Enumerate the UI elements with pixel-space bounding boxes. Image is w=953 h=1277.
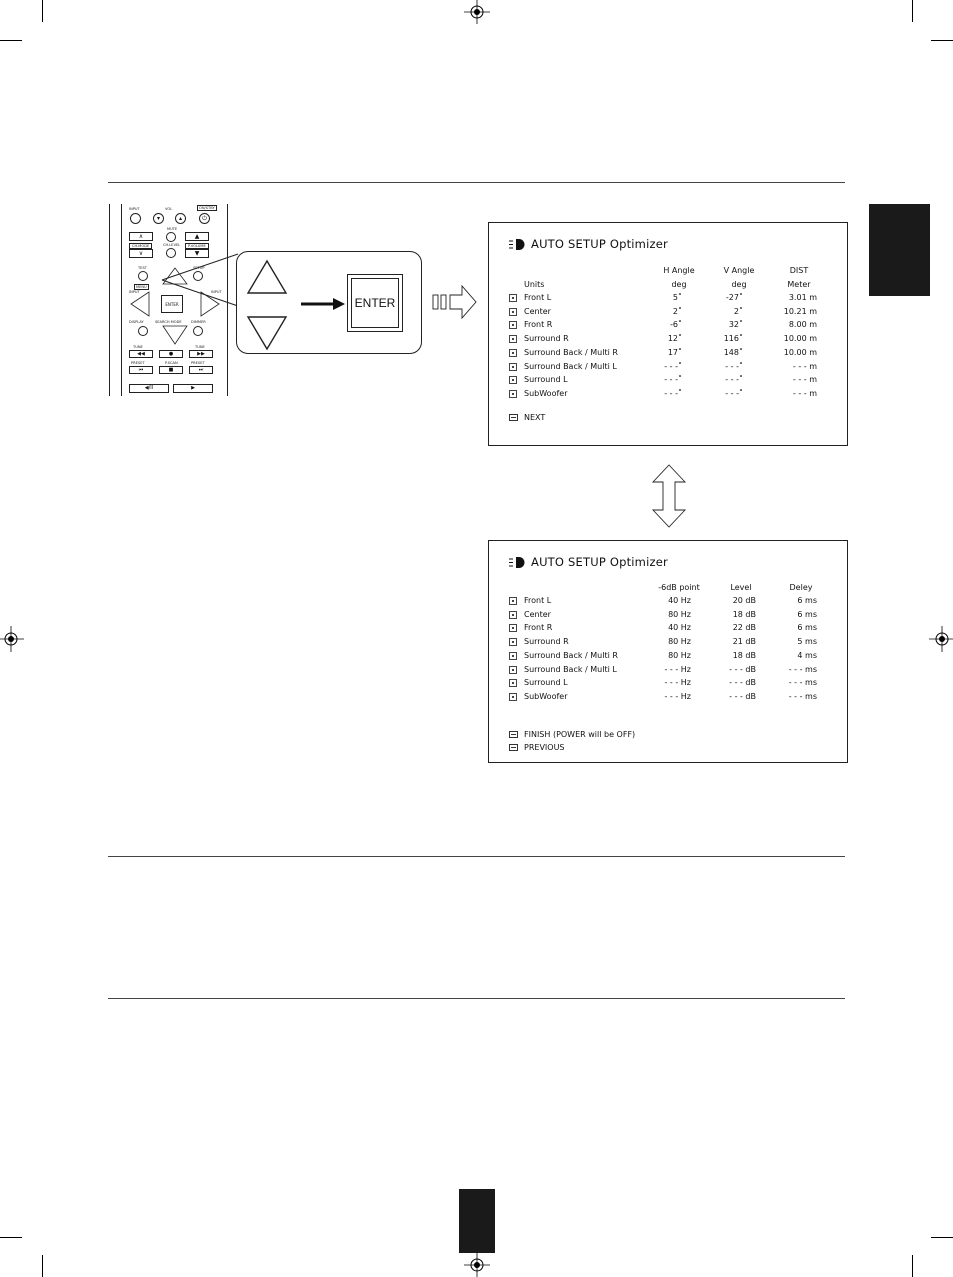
remote-label-input-right: INPUT: [211, 290, 222, 294]
registration-mark-bottom: [464, 1253, 490, 1277]
table-row[interactable]: Surround L - - - Hz - - - dB - - - ms: [509, 678, 829, 691]
previous-option[interactable]: [509, 743, 565, 752]
col-header-level: Level: [730, 583, 752, 592]
middle-rule: [108, 856, 845, 857]
table-row[interactable]: Surround L - - -˚ - - -˚ - - - m: [509, 375, 829, 388]
crop-mark: [931, 1237, 953, 1238]
table-row[interactable]: Surround Back / Multi R 17˚ 148˚ 10.00 m: [509, 348, 829, 361]
table-row[interactable]: Center 2˚ 2˚ 10.21 m: [509, 307, 829, 320]
remote-label-setup: SETUP: [193, 266, 205, 270]
input-button[interactable]: [130, 213, 141, 224]
remote-label-mute: MUTE: [167, 227, 178, 231]
speaker-marker-icon: [509, 363, 517, 371]
remote-label-pscan: P.SCAN: [165, 361, 178, 365]
speaker-marker-icon: [509, 321, 517, 329]
crop-mark: [0, 40, 22, 41]
col-unit-deg-v: deg: [731, 280, 747, 289]
table-row[interactable]: Surround R 80 Hz 21 dB 5 ms: [509, 637, 829, 650]
chevron-down-icon: ∨: [138, 249, 144, 257]
ch-mode-down-button[interactable]: [129, 249, 153, 258]
power-button[interactable]: [199, 213, 210, 224]
display-button[interactable]: [138, 326, 148, 336]
table-row[interactable]: Surround Back / Multi L - - -˚ - - -˚ - - - m: [509, 362, 829, 375]
ch-mode-up-button[interactable]: [129, 232, 153, 241]
col-header-dist: DIST: [789, 266, 809, 275]
triangle-down-icon: ▼: [194, 249, 200, 257]
next-arrow-icon: [509, 414, 518, 421]
speaker-marker-icon: [509, 349, 517, 357]
speaker-marker-icon: [509, 308, 517, 316]
chapter-tab: [869, 204, 930, 296]
finish-option[interactable]: [509, 730, 635, 739]
speaker-marker-icon: [509, 335, 517, 343]
table-row[interactable]: Front L 40 Hz 20 dB 6 ms: [509, 596, 829, 609]
dot-icon: ●: [168, 350, 174, 357]
speaker-marker-icon: [509, 679, 517, 687]
remote-label-search-mode: SEARCH MODE: [155, 320, 182, 324]
remote-body-left: [121, 204, 122, 396]
next-icon: ⏭: [198, 366, 204, 373]
stop-button[interactable]: [159, 366, 183, 374]
table-row[interactable]: Surround Back / Multi L - - - Hz - - - dB - - - ms: [509, 665, 829, 678]
remote-label-ch-mode: CH.MODE: [129, 243, 152, 249]
screen-title-text: AUTO SETUP Optimizer: [531, 555, 668, 569]
lower-rule: [108, 998, 845, 999]
auto-setup-screen-angles: [488, 222, 848, 446]
play-icon: ▶: [191, 385, 195, 391]
previous-track-button[interactable]: [129, 366, 153, 374]
enter-key-label: ENTER: [354, 296, 396, 310]
remote-left-edge: [109, 204, 110, 396]
crop-mark: [931, 40, 953, 41]
nav-left-button[interactable]: [131, 292, 149, 316]
table-row[interactable]: Front L 5˚ -27˚ 3.01 m: [509, 293, 829, 306]
next-option[interactable]: [509, 413, 545, 422]
double-arrow-icon: [651, 464, 687, 528]
p-volume-up-button[interactable]: [185, 232, 209, 241]
table-row[interactable]: Front R -6˚ 32˚ 8.00 m: [509, 320, 829, 333]
remote-label-menu: MENU: [136, 285, 147, 289]
crop-mark: [912, 1255, 913, 1277]
down-arrow-icon: [245, 315, 289, 351]
callout-pointer: [160, 250, 240, 310]
screen-title: [509, 237, 668, 251]
vol-up-icon: ▴: [178, 214, 182, 222]
units-label: Units: [524, 280, 545, 289]
enter-button-label: ENTER: [165, 301, 179, 307]
mute-button[interactable]: [166, 232, 176, 242]
return-arrow-icon: [509, 744, 518, 751]
next-label: NEXT: [524, 413, 546, 422]
table-row[interactable]: Surround Back / Multi R 80 Hz 18 dB 4 ms: [509, 651, 829, 664]
table-row[interactable]: SubWoofer - - - Hz - - - dB - - - ms: [509, 692, 829, 705]
vol-down-icon: ▾: [156, 214, 160, 222]
screen-title: [509, 555, 668, 569]
col-header-v-angle: V Angle: [723, 266, 755, 275]
speaker-marker-icon: [509, 597, 517, 605]
crop-mark: [912, 0, 913, 22]
vol-down-button[interactable]: [153, 213, 164, 224]
right-arrow-icon: [301, 298, 345, 310]
crop-mark: [42, 0, 43, 22]
power-icon: ⏻: [202, 214, 207, 222]
chevron-up-icon: ∧: [138, 232, 144, 240]
triangle-up-icon: ▲: [194, 232, 200, 240]
play-pause-icon: ◀/II: [144, 385, 154, 391]
speaker-icon: [509, 557, 525, 568]
speaker-marker-icon: [509, 294, 517, 302]
remote-label-display: DISPLAY: [129, 320, 144, 324]
dimmer-button[interactable]: [193, 326, 203, 336]
crop-mark: [42, 1255, 43, 1277]
speaker-marker-icon: [509, 693, 517, 701]
crop-mark: [0, 1237, 22, 1238]
col-header-6db-point: -6dB point: [658, 583, 700, 592]
previous-label: PREVIOUS: [524, 743, 565, 752]
rewind-icon: ◀◀: [137, 350, 145, 357]
fast-forward-icon: ▶▶: [197, 350, 205, 357]
speaker-marker-icon: [509, 624, 517, 632]
remote-label-tune-left: TUNE: [133, 345, 143, 349]
remote-label-vol: VOL: [165, 207, 173, 211]
return-arrow-icon: [509, 731, 518, 738]
remote-label-ch-level: CH.LEVEL: [163, 243, 181, 247]
hollow-right-arrow-icon: [432, 284, 478, 320]
speaker-marker-icon: [509, 376, 517, 384]
remote-label-input: INPUT: [129, 207, 140, 211]
auto-setup-screen-levels: [488, 540, 848, 763]
remote-label-dimmer: DIMMER: [191, 320, 206, 324]
vol-up-button[interactable]: [175, 213, 186, 224]
remote-label-test: TEST: [138, 266, 147, 270]
remote-label-tune-right: TUNE: [195, 345, 205, 349]
next-track-button[interactable]: [189, 366, 213, 374]
screen-title-text: AUTO SETUP Optimizer: [531, 237, 668, 251]
remote-label-preset-left: PRESET: [131, 361, 145, 365]
callout-box: [236, 251, 422, 354]
col-header-delay: Deley: [789, 583, 813, 592]
col-header-h-angle: H Angle: [663, 266, 695, 275]
speaker-marker-icon: [509, 611, 517, 619]
remote-label-input-left: INPUT: [129, 290, 140, 294]
table-row[interactable]: Front R 40 Hz 22 dB 6 ms: [509, 623, 829, 636]
speaker-icon: [509, 239, 525, 250]
col-unit-meter: Meter: [787, 280, 811, 289]
page-number-tab: [459, 1189, 495, 1253]
play-stop-button[interactable]: [159, 350, 183, 358]
remote-label-preset-right: PRESET: [191, 361, 205, 365]
table-row[interactable]: Center 80 Hz 18 dB 6 ms: [509, 610, 829, 623]
rewind-button[interactable]: [129, 350, 153, 358]
previous-icon: ⏮: [138, 366, 144, 373]
finish-label: FINISH (POWER will be OFF): [524, 730, 636, 739]
remote-label-onstby: ON/STBY: [199, 206, 215, 210]
enter-key-large[interactable]: [347, 274, 403, 332]
registration-mark-left: [0, 626, 24, 652]
col-unit-deg-h: deg: [671, 280, 687, 289]
up-arrow-icon: [245, 259, 289, 295]
table-row[interactable]: SubWoofer - - -˚ - - -˚ - - - m: [509, 389, 829, 402]
speaker-marker-icon: [509, 652, 517, 660]
nav-down-button[interactable]: [163, 326, 187, 344]
top-rule: [108, 182, 845, 183]
play-button[interactable]: [173, 384, 213, 393]
registration-mark-right: [929, 626, 953, 652]
registration-mark-top: [464, 0, 490, 24]
fast-forward-button[interactable]: [189, 350, 213, 358]
speaker-marker-icon: [509, 390, 517, 398]
speaker-marker-icon: [509, 638, 517, 646]
speaker-marker-icon: [509, 666, 517, 674]
stop-icon: ■: [168, 366, 174, 373]
remote-label-p-volume: P.VOLUME: [185, 243, 209, 249]
table-row[interactable]: Surround R 12˚ 116˚ 10.00 m: [509, 334, 829, 347]
play-pause-button[interactable]: [129, 384, 169, 393]
